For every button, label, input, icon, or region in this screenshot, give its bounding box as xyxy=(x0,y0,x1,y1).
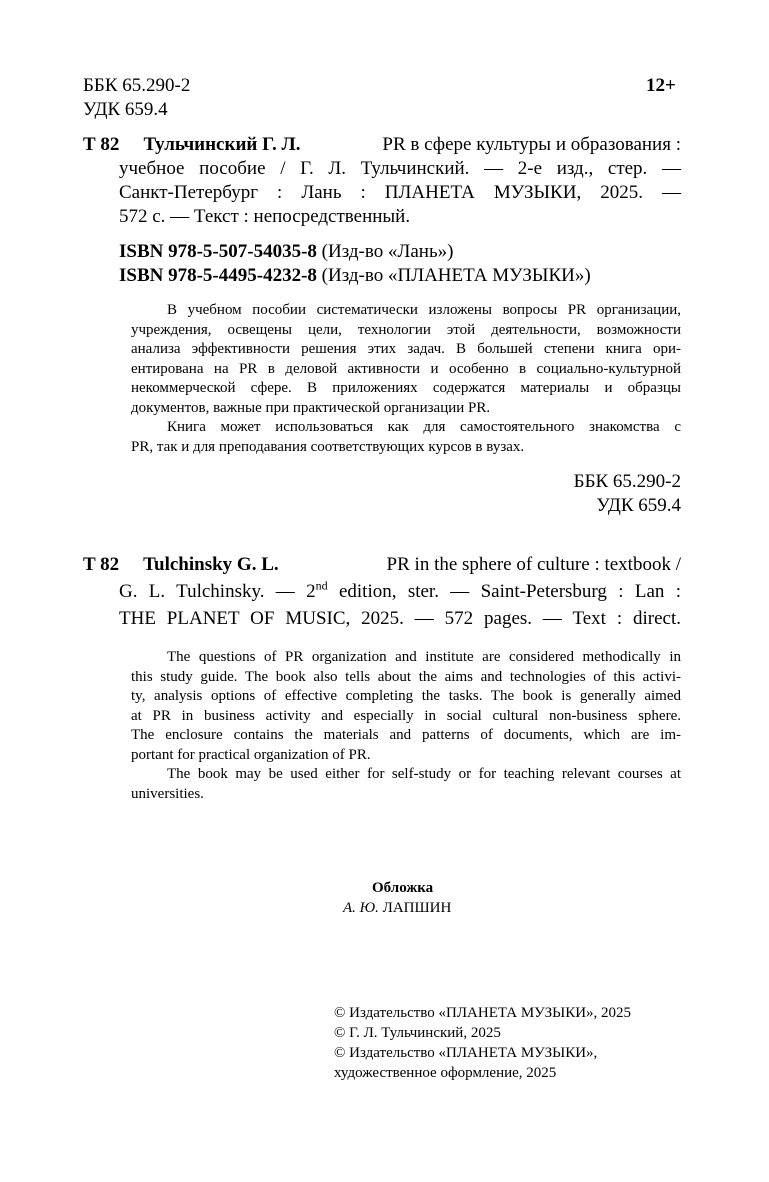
abstract-line: некоммерческой сфере. В приложениях содержатся материалы и образцы xyxy=(131,380,681,396)
abstract-line: The enclosure contains the materials and patterns of documents, which are im- xyxy=(131,727,681,743)
en-record-line2 xyxy=(119,580,681,604)
ru-record-author: Тульчинский Г. Л. xyxy=(143,134,301,155)
en-record xyxy=(83,553,681,631)
ru-record xyxy=(83,133,681,229)
en-record-title: PR in the sphere of culture : textbook / xyxy=(386,554,681,575)
cover-artist-surname: ЛАПШИН xyxy=(382,900,452,916)
copyright-line: © Г. Л. Тульчинский, 2025 xyxy=(334,1025,501,1041)
abstract-line: The book may be used either for self-study or for teaching relevant courses at xyxy=(167,766,681,782)
abstract-line: учреждения, освещены цели, технологии этой деятельности, возможности xyxy=(131,321,681,338)
isbn-number: ISBN 978-5-507-54035-8 xyxy=(119,241,317,262)
ru-record-code: Т 82 xyxy=(83,134,120,155)
en-record-code: T 82 xyxy=(83,554,120,575)
ru-record-line2: учебное пособие / Г. Л. Тульчинский. — 2-е изд., стер. — xyxy=(119,158,681,179)
en-line2-sup: nd xyxy=(315,578,328,593)
abstract-line: ентирована на PR в деловой активности и особенно в социально-культурной xyxy=(131,360,681,377)
udk-right: УДК 659.4 xyxy=(596,495,681,516)
isbn-publisher: (Изд-во «Лань») xyxy=(321,241,454,262)
abstract-line: this study guide. The book also tells about the aims and technologies of this activi- xyxy=(131,668,681,685)
abstract-line: ty, analysis options of effective completing the tasks. The book is generally aimed xyxy=(131,688,681,704)
isbn-number: ISBN 978-5-4495-4232-8 xyxy=(119,265,317,286)
copyright-line: © Издательство «ПЛАНЕТА МУЗЫКИ», 2025 xyxy=(334,1005,632,1021)
abstract-line: документов, важные при практической организации PR. xyxy=(131,399,491,416)
en-record-author: Tulchinsky G. L. xyxy=(143,554,279,575)
abstract-line: at PR in business activity and especially in social cultural non-business sphere. xyxy=(131,707,681,724)
abstract-line: анализа эффективности решения этих задач. В большей степени книга ори- xyxy=(131,341,681,357)
ru-record-title: PR в сфере культуры и образования : xyxy=(382,134,681,155)
en-line2-part: edition, ster. — Saint-Petersburg : Lan : xyxy=(327,581,681,602)
cover-artist xyxy=(343,898,451,918)
isbn-planet xyxy=(119,264,591,288)
cover-label: Обложка xyxy=(372,880,434,896)
en-record-line3: THE PLANET OF MUSIC, 2025. — 572 pages. — Text : direct. xyxy=(119,608,681,629)
en-line2-part: G. L. Tulchinsky. — 2 xyxy=(119,581,316,602)
abstract-line: The questions of PR organization and institute are considered methodically in xyxy=(167,649,681,665)
abstract-line: PR, так и для преподавания соответствующих курсов в вузах. xyxy=(131,438,525,455)
copyright-line: художественное оформление, 2025 xyxy=(334,1065,557,1081)
abstract-line: universities. xyxy=(131,785,204,802)
abstract-line: В учебном пособии систематически изложены вопросы PR организации, xyxy=(167,302,681,318)
copyright-line: © Издательство «ПЛАНЕТА МУЗЫКИ», xyxy=(334,1045,598,1061)
bbk-code: ББК 65.290-2 xyxy=(83,75,191,96)
isbn-publisher: (Изд-во «ПЛАНЕТА МУЗЫКИ») xyxy=(321,265,591,286)
ru-abstract xyxy=(131,301,681,457)
udk-code: УДК 659.4 xyxy=(83,99,168,120)
abstract-line: portant for practical organization of PR. xyxy=(131,746,371,763)
age-rating: 12+ xyxy=(646,75,676,96)
bbk-right: ББК 65.290-2 xyxy=(573,471,681,492)
ru-record-line4: 572 с. — Текст : непосредственный. xyxy=(119,206,411,227)
ru-record-line3: Санкт-Петербург : Лань : ПЛАНЕТА МУЗЫКИ, 2025. — xyxy=(119,182,681,203)
en-abstract xyxy=(131,648,681,804)
abstract-line: Книга может использоваться как для самостоятельного знакомства с xyxy=(167,419,681,435)
isbn-lan xyxy=(119,240,453,264)
cover-artist-initials: А. Ю. xyxy=(343,900,379,916)
